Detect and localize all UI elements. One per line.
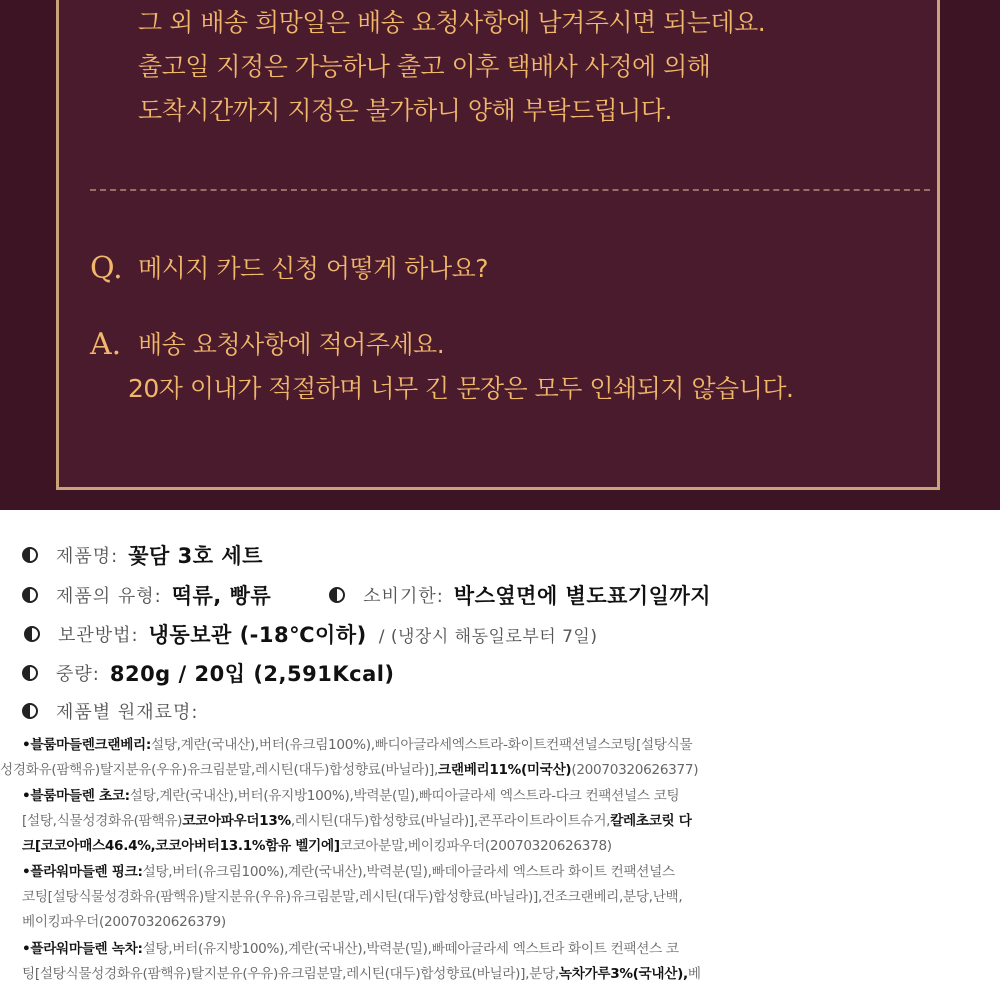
ingredient-block-cranberry — [0, 733, 1000, 783]
ingredient-bold-text: 블룸마들렌크랜베리: — [30, 737, 152, 753]
question-text: 메시지 카드 신청 어떻게 하나요? — [138, 254, 489, 283]
faq-intro-line-2: 출고일 지정은 가능하나 출고 이후 택배사 사정에 의해 — [138, 52, 711, 81]
ingredient-text: (20070320626377) — [571, 762, 699, 778]
product-name-label: 제품명: — [56, 546, 119, 567]
product-type-label: 제품의 유형: — [56, 586, 162, 607]
ingredient-bold-text: 코코아파우더13% — [182, 813, 291, 829]
ingredient-block-pink — [0, 860, 1000, 935]
ingredient-line — [0, 937, 1000, 962]
ingredient-line — [0, 962, 1000, 987]
ingredient-line — [0, 885, 1000, 910]
half-circle-bullet-icon — [22, 587, 38, 603]
product-type-value: 떡류, 빵류 — [171, 584, 272, 608]
ingredient-bold-text: 플라워마들렌 핑크: — [30, 864, 143, 880]
ingredient-bold-text: • — [22, 941, 31, 957]
ingredient-bold-text: 크[코코아매스46.4%,코코아버터13.1%함유 벨기에] — [22, 838, 340, 854]
ingredient-text: 코코아분말,베이킹파우더(20070320626378) — [339, 838, 612, 854]
storage-label: 보관방법: — [58, 625, 139, 646]
ingredient-text: 팅[설탕식물성경화유(팜핵유)탈지분유(우유)유크림분말,레시틴(대두)합성향료(바닐라)],분당, — [22, 966, 559, 982]
answer-line-1: 배송 요청사항에 적어주세요. — [138, 330, 445, 359]
ingredient-bold-text: • — [22, 788, 31, 804]
ingredient-text: 베 — [687, 966, 701, 982]
faq-intro-line-3: 도착시간까지 지정은 불가하니 양해 부탁드립니다. — [138, 96, 672, 125]
product-name-value: 꽃담 3호 세트 — [128, 544, 263, 568]
answer-mark-label: A. — [90, 327, 122, 362]
storage-value: 냉동보관 (-18℃이하) — [148, 623, 367, 647]
ingredient-text: 설탕,계란(국내산),버터(유크림100%),빠디아글라세엑스트라-화이트컨팩션널스코팅[설탕식물 — [151, 737, 693, 753]
answer-line-2: 20자 이내가 적절하며 너무 긴 문장은 모두 인쇄되지 않습니다. — [128, 374, 794, 403]
half-circle-bullet-icon — [24, 626, 40, 642]
faq-intro-line-1: 그 외 배송 희망일은 배송 요청사항에 남겨주시면 되는데요. — [138, 8, 766, 37]
ingredient-block-choco — [0, 784, 1000, 859]
ingredient-line — [0, 834, 1000, 859]
expiry-value: 박스옆면에 별도표기일까지 — [453, 584, 712, 608]
ingredient-text: 성경화유(팜핵유)탈지분유(우유)유크림분말,레시틴(대두)합성향료(바닐라)], — [0, 762, 439, 778]
ingredient-line — [0, 758, 1000, 783]
ingredient-bold-text: 블룸마들렌 초코: — [30, 788, 130, 804]
half-circle-bullet-icon — [22, 547, 38, 563]
ingredient-line — [0, 784, 1000, 809]
weight-label: 중량: — [56, 664, 100, 685]
storage-row — [24, 619, 597, 649]
ingredient-line — [0, 809, 1000, 834]
ingredients-label: 제품별 원재료명: — [56, 702, 199, 723]
half-circle-bullet-icon — [329, 587, 345, 603]
ingredient-block-greentea — [0, 937, 1000, 987]
ingredient-text: 베이킹파우더(20070320626379) — [22, 914, 226, 930]
weight-row — [22, 658, 395, 688]
ingredient-text: [설탕,식물성경화유(팜핵유) — [22, 813, 183, 829]
product-name-row — [22, 540, 263, 570]
ingredient-text: ,레시틴(대두)합성향료(바닐라)],콘푸라이트라이트슈거, — [290, 813, 611, 829]
ingredient-bold-text: • — [22, 737, 31, 753]
ingredient-text: 코팅[설탕식물성경화유(팜핵유)탈지분유(우유)유크림분말,레시틴(대두)합성향료(바닐라)],건조크랜베리,분당,난백, — [22, 889, 683, 905]
dashed-divider — [90, 189, 930, 191]
ingredient-line — [0, 860, 1000, 885]
ingredient-bold-text: 플라워마들렌 녹차: — [30, 941, 143, 957]
ingredient-text: 설탕,계란(국내산),버터(유지방100%),박력분(밀),빠띠아글라세 엑스트라-다크 컨팩션널스 코팅 — [129, 788, 680, 804]
expiry-label: 소비기한: — [363, 586, 444, 607]
ingredient-line — [0, 910, 1000, 935]
half-circle-bullet-icon — [22, 665, 38, 681]
half-circle-bullet-icon — [22, 703, 38, 719]
ingredient-bold-text: 크랜베리11%(미국산) — [438, 762, 572, 778]
ingredient-bold-text: • — [22, 864, 31, 880]
product-type-row — [22, 580, 711, 610]
ingredient-bold-text: 칼레초코릿 다 — [610, 813, 692, 829]
ingredient-bold-text: 녹차가루3%(국내산), — [558, 966, 688, 982]
storage-note: / (냉장시 해동일로부터 7일) — [378, 626, 598, 647]
ingredient-text: 설탕,버터(유지방100%),계란(국내산),박력분(밀),빠떼아글라세 엑스트라 화이트 컨팩션스 코 — [142, 941, 679, 957]
question-mark-label: Q. — [90, 251, 123, 286]
ingredient-text: 설탕,버터(유크림100%),계란(국내산),박력분(밀),빠데아글라세 엑스트라 화이트 컨팩션널스 — [142, 864, 675, 880]
ingredient-line — [0, 733, 1000, 758]
weight-value: 820g / 20입 (2,591Kcal) — [109, 662, 395, 686]
ingredients-header-row — [22, 696, 199, 726]
